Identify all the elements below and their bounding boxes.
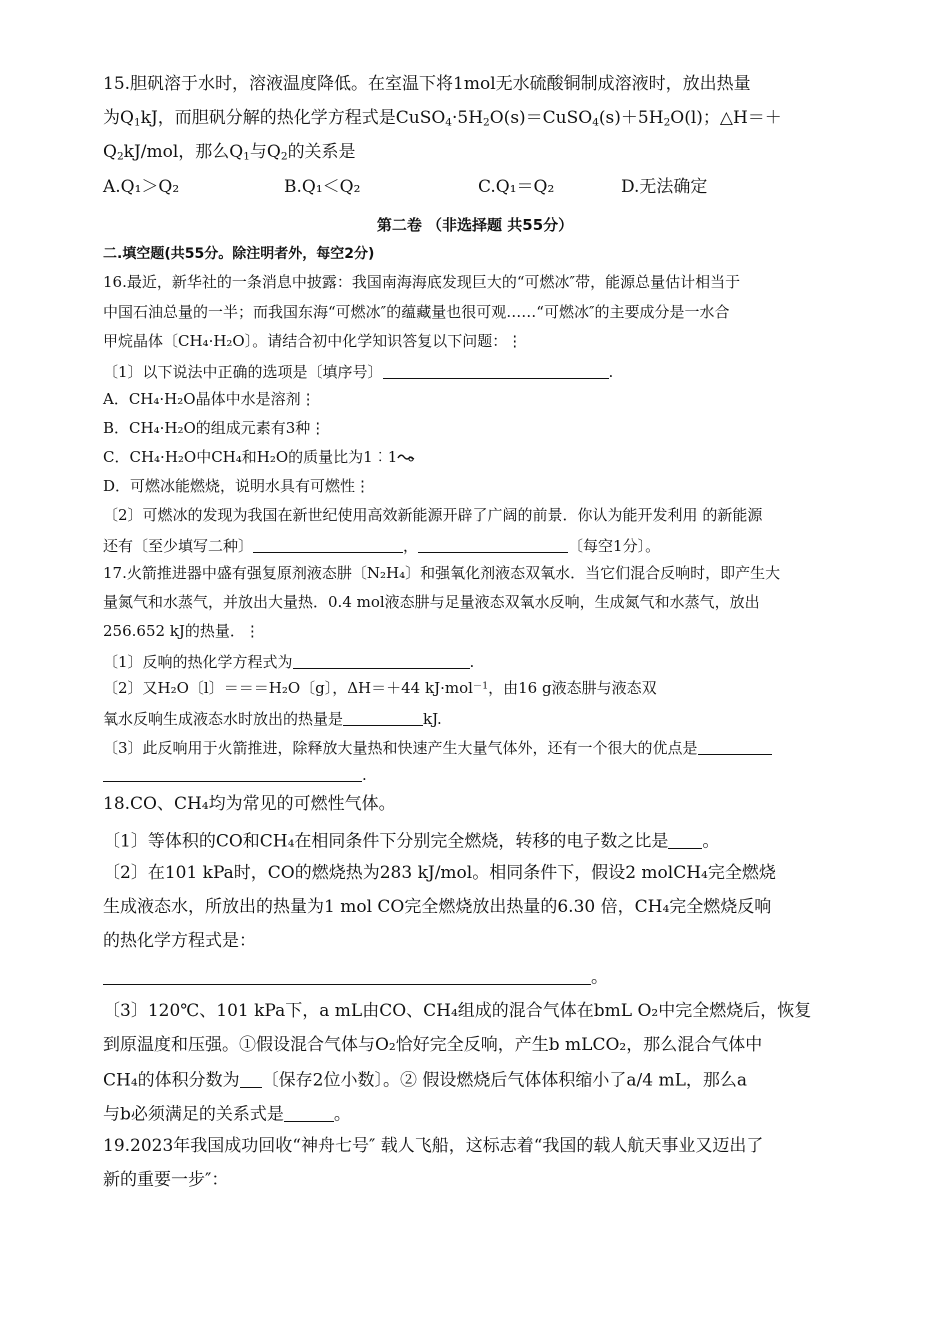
q15-option-c: C.Q₁＝Q₂: [478, 177, 555, 197]
answer-blank[interactable]: [343, 710, 423, 726]
q17-part1: 〔1〕反响的热化学方程式为 .: [103, 652, 475, 671]
q16-option-d: D．可燃冰能燃烧，说明水具有可燃性⋮: [103, 477, 371, 495]
section-heading: 二.填空题(共55分。除注明者外，每空2分): [103, 246, 375, 262]
q17-part3: 〔3〕此反响用于火箭推进，除释放大量热和快速产生大量气体外，还有一个很大的优点是: [103, 739, 772, 756]
answer-blank[interactable]: [698, 739, 772, 755]
q16-line1: 16.最近，新华社的一条消息中披露：我国南海海底发现巨大的“可燃冰″带，能源总量估计相当于: [103, 273, 741, 291]
q18-part3-line3: CH₄的体积分数为 〔保存2位小数〕。② 假设燃烧后气体体积缩小了a/4 mL，那么a: [103, 1070, 748, 1091]
q15-line3: $Q_2kJ$/mol，那么$Q_1$与$Q_2$的关系是: [103, 142, 356, 163]
q16-option-b: B．CH₄·H₂O的组成元素有3种⋮: [103, 419, 326, 437]
q16-part2-line2: 还有〔至少填写二种〕 ， 〔每空1分〕。: [103, 536, 661, 555]
q15-line2: 为$Q_1kJ$，而胆矾分解的热化学方程式是$CuSO_4\cdot 5H_2O(s)=CuSO_4(s)+5H_2O(l)$；△H＝＋: [103, 108, 782, 129]
q18-part3-line1: 〔3〕120℃、101 kPa下，a mL由CO、CH₄组成的混合气体在bmL O₂中完全燃烧后，恢复: [103, 1001, 812, 1021]
answer-blank[interactable]: [240, 1070, 262, 1088]
q15-option-a: A.Q₁＞Q₂: [103, 177, 180, 197]
answer-blank[interactable]: [284, 1104, 334, 1122]
answer-blank[interactable]: [293, 653, 470, 669]
q16-line3: 甲烷晶体〔CH₄·H₂O〕。请结合初中化学知识答复以下问题：⋮: [103, 332, 523, 350]
q16-part2-line1: 〔2〕可燃冰的发现为我国在新世纪使用高效新能源开辟了广阔的前景．你认为能开发利用 的新能源: [103, 506, 763, 524]
q15-line1: 15.胆矾溶于水时，溶液温度降低。在室温下将1mol无水硫酸铜制成溶液时，放出热量: [103, 74, 751, 94]
scribble-mark-icon: [397, 451, 415, 463]
section-title: 第二卷 （非选择题 共55分）: [376, 216, 574, 234]
q18-part3-line2: 到原温度和压强。①假设混合气体与O₂恰好完全反响，产生b mLCO₂，那么混合气体中: [103, 1035, 763, 1055]
q17-part3-cont: .: [103, 766, 367, 783]
q17-part2-line2: 氧水反响生成液态水时放出的热量是 kJ.: [103, 709, 442, 728]
q18-part2-answer: 。: [103, 967, 608, 986]
answer-blank[interactable]: [383, 363, 609, 379]
q16-option-a: A．CH₄·H₂O晶体中水是溶剂⋮: [103, 390, 316, 408]
answer-blank[interactable]: [418, 537, 568, 553]
q16-option-c: C．CH₄·H₂O中CH₄和H₂O的质量比为1︰1: [103, 450, 415, 465]
answer-blank[interactable]: [668, 831, 702, 849]
q18-part3-line4: 与b必须满足的关系式是 。: [103, 1104, 351, 1125]
answer-blank[interactable]: [103, 766, 362, 782]
q19-line2: 新的重要一步″：: [103, 1170, 229, 1190]
q18-line1: 18.CO、CH₄均为常见的可燃性气体。: [103, 794, 396, 814]
q19-line1: 19.2023年我国成功回收“神舟七号″ 载人飞船，这标志着“我国的载人航天事业又迈出了: [103, 1136, 764, 1156]
q16-line2: 中国石油总量的一半；而我国东海“可燃冰″的蕴藏量也很可观……“可燃冰″的主要成分是一水合: [103, 303, 730, 321]
q17-line3: 256.652 kJ的热量．⋮: [103, 622, 260, 640]
q18-part2-line3: 的热化学方程式是：: [103, 931, 256, 951]
q15-option-d: D.无法确定: [621, 177, 708, 197]
q17-part2-line1: 〔2〕又H₂O〔l〕＝＝＝H₂O〔g〕，ΔH＝＋44 kJ·mol$^{-1}$，由16 g液态肼与液态双: [103, 679, 657, 697]
q17-line2: 量氮气和水蒸气，并放出大量热．0.4 mol液态肼与足量液态双氧水反响，生成氮气和水蒸气，放出: [103, 593, 760, 611]
answer-blank[interactable]: [253, 537, 403, 553]
q18-part2-line1: 〔2〕在101 kPa时，CO的燃烧热为283 kJ/mol。相同条件下，假设2 molCH₄完全燃烧: [103, 863, 776, 883]
q16-part1: 〔1〕以下说法中正确的选项是〔填序号〕 .: [103, 362, 614, 381]
q18-part2-line2: 生成液态水，所放出的热量为1 mol CO完全燃烧放出热量的6.30 倍，CH₄完全燃烧反响: [103, 897, 772, 917]
q15-option-b: B.Q₁＜Q₂: [284, 177, 361, 197]
answer-blank[interactable]: [103, 967, 591, 985]
q18-part1: 〔1〕等体积的CO和CH₄在相同条件下分别完全燃烧，转移的电子数之比是 。: [103, 831, 720, 852]
q17-line1: 17.火箭推进器中盛有强复原剂液态肼〔N₂H₄〕和强氧化剂液态双氧水．当它们混合反响时，即产生大: [103, 564, 781, 582]
